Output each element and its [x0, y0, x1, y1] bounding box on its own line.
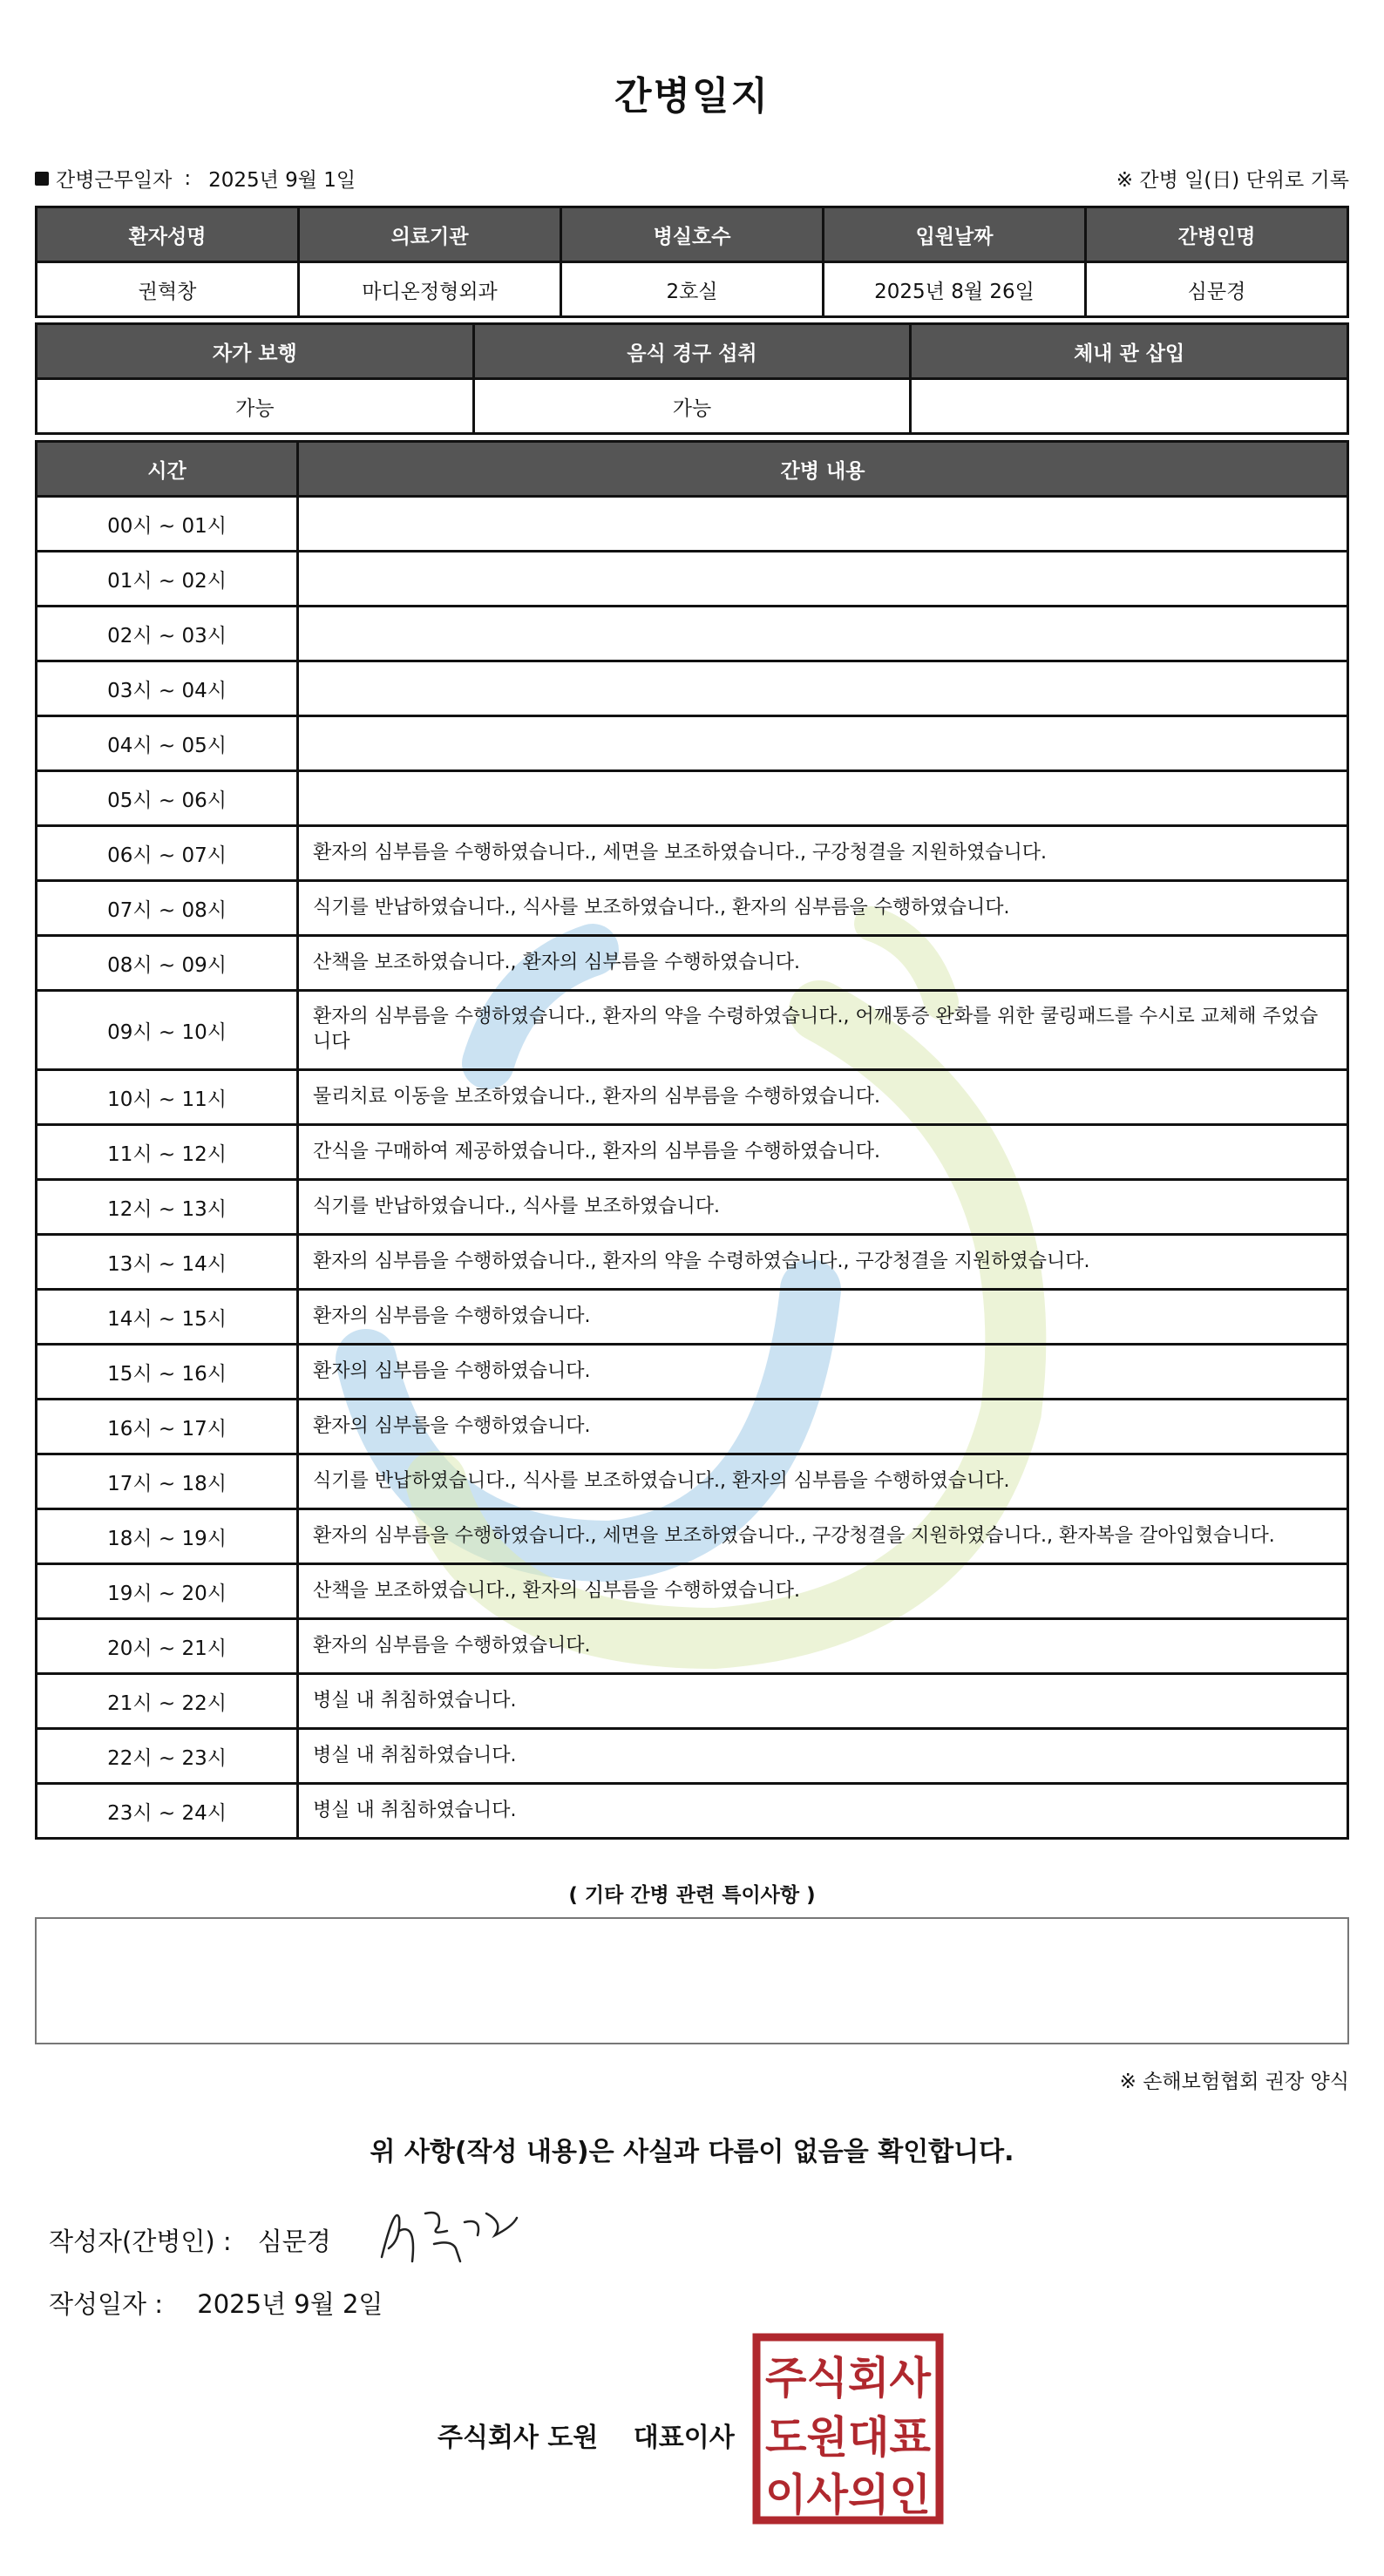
table-row [37, 379, 1348, 434]
content-cell: 환자의 심부름을 수행하였습니다. [298, 1345, 1348, 1400]
care-log-table [35, 440, 1349, 1840]
table-row [37, 771, 1348, 826]
patient-info-table [35, 206, 1349, 318]
content-cell: 간식을 구매하여 제공하였습니다., 환자의 심부름을 수행하였습니다. [298, 1125, 1348, 1180]
table-row [37, 262, 1348, 317]
header-oral-intake: 음식 경구 섭취 [473, 324, 911, 379]
svg-text:주식회사: 주식회사 [765, 2353, 932, 2403]
table-row [37, 1400, 1348, 1454]
table-row [37, 1729, 1348, 1784]
special-notes-box [35, 1917, 1349, 2044]
self-walking-value: 가능 [37, 379, 474, 434]
content-cell: 환자의 심부름을 수행하였습니다., 세면을 보조하였습니다., 구강청결을 지원하였습니다., 환자복을 갈아입혔습니다. [298, 1509, 1348, 1564]
content-cell: 식기를 반납하였습니다., 식사를 보조하였습니다., 환자의 심부름을 수행하였습니다. [298, 1454, 1348, 1509]
table-row [37, 881, 1348, 936]
document-title: 간병일지 [614, 74, 770, 119]
time-cell: 04시 ~ 05시 [37, 716, 298, 771]
content-cell: 산책을 보조하였습니다., 환자의 심부름을 수행하였습니다. [298, 936, 1348, 991]
header-caregiver: 간병인명 [1086, 207, 1348, 262]
time-cell: 05시 ~ 06시 [37, 771, 298, 826]
time-cell: 00시 ~ 01시 [37, 497, 298, 552]
time-cell: 01시 ~ 02시 [37, 552, 298, 607]
time-cell: 06시 ~ 07시 [37, 826, 298, 881]
content-cell: 물리치료 이동을 보조하였습니다., 환자의 심부름을 수행하였습니다. [298, 1070, 1348, 1125]
content-cell: 병실 내 취침하였습니다. [298, 1674, 1348, 1729]
header-self-walking: 자가 보행 [37, 324, 474, 379]
time-cell: 09시 ~ 10시 [37, 991, 298, 1070]
company-name: 주식회사 도원 [438, 2423, 599, 2453]
content-cell [298, 552, 1348, 607]
oral-intake-value: 가능 [473, 379, 911, 434]
admission-date: 2025년 8월 26일 [824, 262, 1086, 317]
content-cell: 식기를 반납하였습니다., 식사를 보조하였습니다. [298, 1180, 1348, 1235]
time-cell: 16시 ~ 17시 [37, 1400, 298, 1454]
author-name: 심문경 [257, 2227, 331, 2256]
time-cell: 22시 ~ 23시 [37, 1729, 298, 1784]
table-row [37, 936, 1348, 991]
content-cell: 환자의 심부름을 수행하였습니다. [298, 1290, 1348, 1345]
header-time: 시간 [37, 442, 298, 497]
work-date [35, 164, 356, 193]
special-notes-title: ( 기타 간병 관련 특이사항 ) [568, 1884, 816, 1907]
table-row [37, 552, 1348, 607]
content-cell [298, 716, 1348, 771]
table-row [37, 1290, 1348, 1345]
time-cell: 23시 ~ 24시 [37, 1784, 298, 1839]
time-cell: 19시 ~ 20시 [37, 1564, 298, 1619]
handwritten-signature [364, 2196, 539, 2274]
time-cell: 07시 ~ 08시 [37, 881, 298, 936]
content-cell [298, 771, 1348, 826]
table-row [37, 1784, 1348, 1839]
content-cell: 식기를 반납하였습니다., 식사를 보조하였습니다., 환자의 심부름을 수행하였습니다. [298, 881, 1348, 936]
company-ceo-title: 대표이사 [633, 2423, 735, 2453]
top-note: ※ 간병 일(日) 단위로 기록 [1116, 169, 1349, 192]
time-cell: 17시 ~ 18시 [37, 1454, 298, 1509]
table-row [37, 1674, 1348, 1729]
header-admission-date: 입원날짜 [824, 207, 1086, 262]
time-cell: 12시 ~ 13시 [37, 1180, 298, 1235]
table-row [37, 1180, 1348, 1235]
time-cell: 08시 ~ 09시 [37, 936, 298, 991]
header-room: 병실호수 [561, 207, 824, 262]
author-label: 작성자(간병인) : [49, 2227, 232, 2256]
table-header-row [37, 207, 1348, 262]
time-cell: 18시 ~ 19시 [37, 1509, 298, 1564]
hospital-name: 마디온정형외과 [299, 262, 561, 317]
tube-insertion-value [911, 379, 1348, 434]
work-date-separator: : [184, 166, 192, 190]
content-cell [298, 497, 1348, 552]
time-cell: 20시 ~ 21시 [37, 1619, 298, 1674]
written-date-line [49, 2285, 383, 2321]
table-row [37, 1619, 1348, 1674]
time-cell: 15시 ~ 16시 [37, 1345, 298, 1400]
content-cell: 병실 내 취침하였습니다. [298, 1784, 1348, 1839]
table-row [37, 1509, 1348, 1564]
header-care-content: 간병 내용 [298, 442, 1348, 497]
table-header-row [37, 324, 1348, 379]
table-row [37, 661, 1348, 716]
work-date-label: 간병근무일자 [56, 169, 173, 192]
time-cell: 02시 ~ 03시 [37, 607, 298, 661]
caregiver-name: 심문경 [1086, 262, 1348, 317]
table-row [37, 826, 1348, 881]
content-cell [298, 661, 1348, 716]
table-row [37, 991, 1348, 1070]
ability-table [35, 322, 1349, 435]
confirmation-statement: 위 사항(작성 내용)은 사실과 다름이 없음을 확인합니다. [370, 2137, 1014, 2167]
time-cell: 13시 ~ 14시 [37, 1235, 298, 1290]
table-row [37, 1345, 1348, 1400]
written-date-value: 2025년 9월 2일 [197, 2289, 383, 2319]
header-patient-name: 환자성명 [37, 207, 299, 262]
content-cell: 환자의 심부름을 수행하였습니다., 세면을 보조하였습니다., 구강청결을 지원하였습니다. [298, 826, 1348, 881]
table-row [37, 497, 1348, 552]
svg-text:도원대표: 도원대표 [765, 2412, 932, 2463]
company-seal-stamp [751, 2332, 945, 2525]
table-row [37, 1125, 1348, 1180]
written-date-label: 작성일자 : [49, 2289, 164, 2319]
table-row [37, 1235, 1348, 1290]
time-cell: 21시 ~ 22시 [37, 1674, 298, 1729]
time-cell: 10시 ~ 11시 [37, 1070, 298, 1125]
bottom-note: ※ 손해보험협회 권장 양식 [1119, 2071, 1349, 2093]
content-cell: 환자의 심부름을 수행하였습니다. [298, 1619, 1348, 1674]
table-row [37, 607, 1348, 661]
header-tube-insertion: 체내 관 삽입 [911, 324, 1348, 379]
svg-text:이사의인: 이사의인 [765, 2470, 931, 2520]
table-row [37, 1564, 1348, 1619]
work-date-value: 2025년 9월 1일 [208, 169, 356, 192]
table-header-row [37, 442, 1348, 497]
room-number: 2호실 [561, 262, 824, 317]
content-cell [298, 607, 1348, 661]
time-cell: 14시 ~ 15시 [37, 1290, 298, 1345]
time-cell: 03시 ~ 04시 [37, 661, 298, 716]
content-cell: 환자의 심부름을 수행하였습니다., 환자의 약을 수령하였습니다., 어깨통증 완화를 위한 쿨링패드를 수시로 교체해 주었습니다 [298, 991, 1348, 1070]
table-row [37, 1454, 1348, 1509]
table-row [37, 1070, 1348, 1125]
header-hospital: 의료기관 [299, 207, 561, 262]
content-cell: 환자의 심부름을 수행하였습니다., 환자의 약을 수령하였습니다., 구강청결을 지원하였습니다. [298, 1235, 1348, 1290]
table-row [37, 716, 1348, 771]
content-cell: 병실 내 취침하였습니다. [298, 1729, 1348, 1784]
content-cell: 환자의 심부름을 수행하였습니다. [298, 1400, 1348, 1454]
content-cell: 산책을 보조하였습니다., 환자의 심부름을 수행하였습니다. [298, 1564, 1348, 1619]
company-line [438, 2416, 735, 2454]
square-bullet-icon [35, 172, 49, 186]
time-cell: 11시 ~ 12시 [37, 1125, 298, 1180]
patient-name: 권혁창 [37, 262, 299, 317]
author-line [49, 2222, 331, 2258]
